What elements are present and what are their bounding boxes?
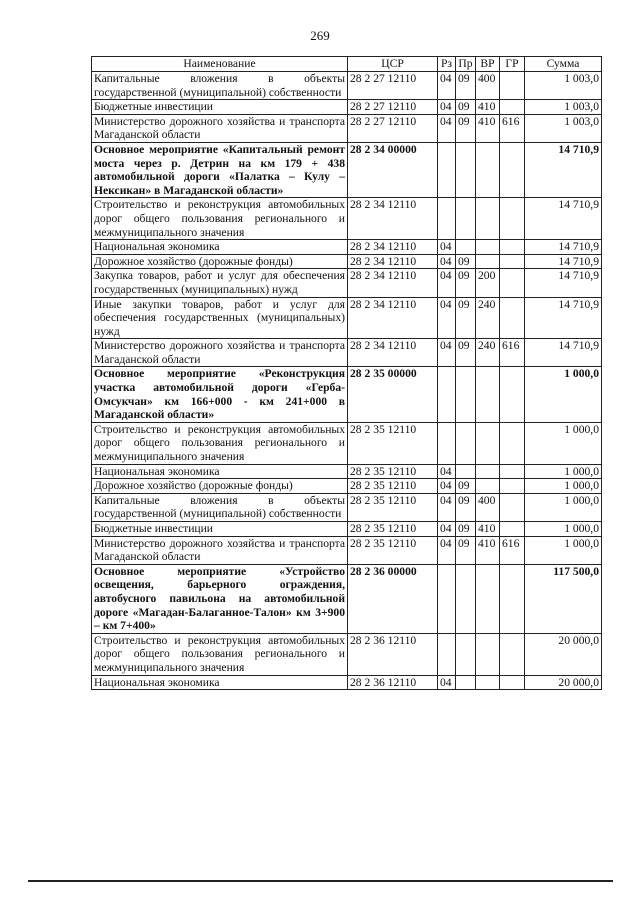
table-row	[92, 240, 602, 255]
cell-rz: 04	[438, 493, 456, 521]
header-sum: Сумма	[525, 57, 602, 72]
cell-pr	[456, 240, 476, 255]
cell-pr: 09	[456, 297, 476, 339]
cell-vr	[476, 254, 500, 269]
cell-name: Основное мероприятие «Реконструкция участка автомобильной дороги «Герба-Омсукчан» км 166+000 - км 241+000 в Магаданской области»	[92, 367, 348, 422]
cell-gr	[500, 269, 525, 297]
table-row	[92, 254, 602, 269]
cell-csr: 28 2 27 12110	[348, 72, 438, 100]
header-gr: ГР	[500, 57, 525, 72]
cell-name: Министерство дорожного хозяйства и транспорта Магаданской области	[92, 339, 348, 367]
cell-pr	[456, 675, 476, 690]
cell-name: Дорожное хозяйство (дорожные фонды)	[92, 479, 348, 494]
table-body	[92, 72, 602, 690]
cell-sum: 20 000,0	[525, 675, 602, 690]
cell-rz	[438, 367, 456, 422]
cell-vr	[476, 675, 500, 690]
cell-sum: 1 000,0	[525, 479, 602, 494]
cell-pr	[456, 142, 476, 197]
cell-sum: 14 710,9	[525, 198, 602, 240]
cell-csr: 28 2 35 12110	[348, 464, 438, 479]
cell-name: Капитальные вложения в объекты государственной (муниципальной) собственности	[92, 72, 348, 100]
cell-vr: 240	[476, 297, 500, 339]
cell-gr	[500, 479, 525, 494]
cell-sum: 14 710,9	[525, 269, 602, 297]
header-name: Наименование	[92, 57, 348, 72]
cell-gr	[500, 422, 525, 464]
cell-gr: 616	[500, 339, 525, 367]
cell-pr: 09	[456, 72, 476, 100]
cell-rz: 04	[438, 464, 456, 479]
cell-csr: 28 2 34 12110	[348, 269, 438, 297]
cell-gr	[500, 240, 525, 255]
cell-name: Капитальные вложения в объекты государственной (муниципальной) собственности	[92, 493, 348, 521]
cell-pr: 09	[456, 339, 476, 367]
cell-rz: 04	[438, 240, 456, 255]
table-row	[92, 522, 602, 537]
cell-csr: 28 2 35 12110	[348, 493, 438, 521]
cell-gr	[500, 522, 525, 537]
cell-vr	[476, 422, 500, 464]
cell-rz	[438, 422, 456, 464]
cell-rz	[438, 142, 456, 197]
table-row	[92, 198, 602, 240]
table-row	[92, 493, 602, 521]
page-number: 269	[310, 28, 330, 43]
cell-vr	[476, 633, 500, 675]
cell-csr: 28 2 35 00000	[348, 367, 438, 422]
table-row	[92, 479, 602, 494]
cell-csr: 28 2 34 00000	[348, 142, 438, 197]
cell-name: Строительство и реконструкция автомобильных дорог общего пользования регионального и межмуниципального значения	[92, 422, 348, 464]
table-row	[92, 100, 602, 115]
cell-sum: 1 003,0	[525, 72, 602, 100]
cell-csr: 28 2 36 12110	[348, 633, 438, 675]
cell-rz: 04	[438, 675, 456, 690]
cell-vr: 240	[476, 339, 500, 367]
cell-pr: 09	[456, 100, 476, 115]
cell-rz	[438, 198, 456, 240]
cell-vr	[476, 464, 500, 479]
cell-vr	[476, 479, 500, 494]
cell-name: Министерство дорожного хозяйства и транспорта Магаданской области	[92, 114, 348, 142]
header-vr: ВР	[476, 57, 500, 72]
cell-name: Строительство и реконструкция автомобильных дорог общего пользования регионального и межмуниципального значения	[92, 198, 348, 240]
cell-name: Дорожное хозяйство (дорожные фонды)	[92, 254, 348, 269]
cell-name: Бюджетные инвестиции	[92, 522, 348, 537]
cell-pr: 09	[456, 254, 476, 269]
cell-vr: 400	[476, 493, 500, 521]
table-row	[92, 339, 602, 367]
cell-vr: 400	[476, 72, 500, 100]
cell-rz	[438, 633, 456, 675]
cell-vr	[476, 240, 500, 255]
cell-rz: 04	[438, 269, 456, 297]
table-row	[92, 297, 602, 339]
cell-csr: 28 2 35 12110	[348, 522, 438, 537]
cell-rz	[438, 564, 456, 633]
cell-name: Основное мероприятие «Устройство освещения, барьерного ограждения, автобусного павильона на автомобильной дороге «Магадан-Балаганное-Талон» км 3+900 – км 7+400»	[92, 564, 348, 633]
cell-gr: 616	[500, 114, 525, 142]
cell-sum: 20 000,0	[525, 633, 602, 675]
cell-csr: 28 2 35 12110	[348, 536, 438, 564]
cell-csr: 28 2 34 12110	[348, 254, 438, 269]
cell-sum: 1 003,0	[525, 100, 602, 115]
cell-pr	[456, 198, 476, 240]
cell-csr: 28 2 27 12110	[348, 100, 438, 115]
header-csr: ЦСР	[348, 57, 438, 72]
cell-csr: 28 2 35 12110	[348, 422, 438, 464]
cell-rz: 04	[438, 339, 456, 367]
cell-pr	[456, 564, 476, 633]
cell-gr	[500, 493, 525, 521]
cell-sum: 14 710,9	[525, 339, 602, 367]
table-row	[92, 367, 602, 422]
cell-sum: 14 710,9	[525, 297, 602, 339]
cell-sum: 1 000,0	[525, 367, 602, 422]
cell-name: Закупка товаров, работ и услуг для обеспечения государственных (муниципальных) нужд	[92, 269, 348, 297]
cell-pr: 09	[456, 269, 476, 297]
cell-gr	[500, 564, 525, 633]
cell-pr: 09	[456, 114, 476, 142]
cell-sum: 1 000,0	[525, 464, 602, 479]
cell-pr	[456, 367, 476, 422]
cell-vr	[476, 198, 500, 240]
cell-name: Национальная экономика	[92, 240, 348, 255]
cell-rz: 04	[438, 72, 456, 100]
table-row	[92, 422, 602, 464]
cell-sum: 1 000,0	[525, 493, 602, 521]
cell-pr	[456, 464, 476, 479]
cell-vr: 410	[476, 114, 500, 142]
cell-gr	[500, 367, 525, 422]
cell-rz: 04	[438, 522, 456, 537]
cell-vr	[476, 367, 500, 422]
cell-gr	[500, 464, 525, 479]
cell-name: Строительство и реконструкция автомобильных дорог общего пользования регионального и межмуниципального значения	[92, 633, 348, 675]
cell-name: Бюджетные инвестиции	[92, 100, 348, 115]
cell-sum: 14 710,9	[525, 254, 602, 269]
cell-gr	[500, 675, 525, 690]
cell-csr: 28 2 34 12110	[348, 198, 438, 240]
table-row	[92, 72, 602, 100]
cell-gr	[500, 633, 525, 675]
cell-rz: 04	[438, 297, 456, 339]
cell-pr: 09	[456, 493, 476, 521]
cell-csr: 28 2 35 12110	[348, 479, 438, 494]
cell-rz: 04	[438, 536, 456, 564]
cell-rz: 04	[438, 114, 456, 142]
cell-gr	[500, 72, 525, 100]
cell-gr	[500, 254, 525, 269]
cell-vr: 200	[476, 269, 500, 297]
cell-pr: 09	[456, 536, 476, 564]
cell-csr: 28 2 27 12110	[348, 114, 438, 142]
header-pr: Пр	[456, 57, 476, 72]
cell-pr: 09	[456, 479, 476, 494]
cell-sum: 117 500,0	[525, 564, 602, 633]
cell-gr	[500, 297, 525, 339]
cell-gr	[500, 142, 525, 197]
table-row	[92, 142, 602, 197]
cell-gr	[500, 198, 525, 240]
cell-name: Национальная экономика	[92, 464, 348, 479]
cell-csr: 28 2 34 12110	[348, 240, 438, 255]
cell-sum: 1 000,0	[525, 536, 602, 564]
cell-sum: 1 003,0	[525, 114, 602, 142]
cell-pr: 09	[456, 522, 476, 537]
cell-sum: 14 710,9	[525, 142, 602, 197]
cell-gr: 616	[500, 536, 525, 564]
cell-name: Национальная экономика	[92, 675, 348, 690]
cell-name: Основное мероприятие «Капитальный ремонт моста через р. Детрин на км 179 + 438 автомобильной дороги «Палатка – Кулу – Нексикан» в Магаданской области»	[92, 142, 348, 197]
cell-rz: 04	[438, 254, 456, 269]
cell-name: Иные закупки товаров, работ и услуг для обеспечения государственных (муниципальных) нужд	[92, 297, 348, 339]
table-row	[92, 675, 602, 690]
cell-rz: 04	[438, 100, 456, 115]
cell-sum: 1 000,0	[525, 522, 602, 537]
table-row	[92, 114, 602, 142]
cell-csr: 28 2 34 12110	[348, 339, 438, 367]
cell-rz: 04	[438, 479, 456, 494]
table-row	[92, 633, 602, 675]
cell-csr: 28 2 36 00000	[348, 564, 438, 633]
table-row	[92, 536, 602, 564]
footer-rule	[28, 880, 613, 882]
cell-gr	[500, 100, 525, 115]
cell-vr: 410	[476, 522, 500, 537]
header-row	[92, 57, 602, 72]
table-row	[92, 464, 602, 479]
table-row	[92, 269, 602, 297]
cell-name: Министерство дорожного хозяйства и транспорта Магаданской области	[92, 536, 348, 564]
table-row	[92, 564, 602, 633]
cell-csr: 28 2 34 12110	[348, 297, 438, 339]
header-rz: Рз	[438, 57, 456, 72]
cell-vr	[476, 142, 500, 197]
cell-sum: 14 710,9	[525, 240, 602, 255]
cell-pr	[456, 633, 476, 675]
cell-vr: 410	[476, 536, 500, 564]
cell-sum: 1 000,0	[525, 422, 602, 464]
cell-vr	[476, 564, 500, 633]
cell-vr: 410	[476, 100, 500, 115]
cell-csr: 28 2 36 12110	[348, 675, 438, 690]
cell-pr	[456, 422, 476, 464]
budget-table	[91, 56, 602, 690]
